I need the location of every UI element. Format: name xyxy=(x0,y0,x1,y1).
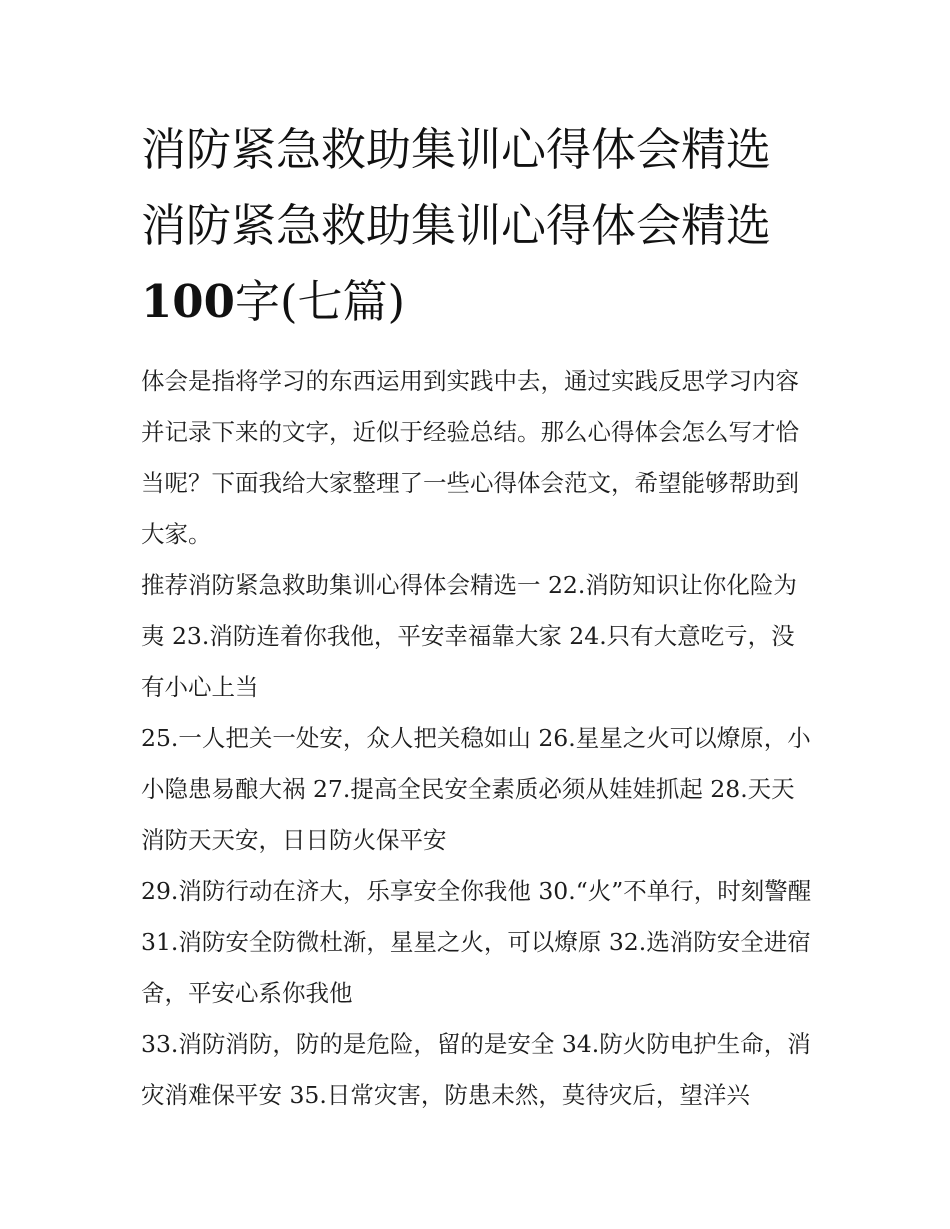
document-body xyxy=(141,112,813,1121)
body-paragraph: 29.消防行动在济大，乐享安全你我他 30.“火”不单行，时刻警醒 31.消防安全防微杜渐，星星之火，可以燎原 32.选消防安全进宿舍，平安心系你我他 xyxy=(141,877,812,1007)
body-paragraph: 33.消防消防，防的是危险，留的是安全 34.防火防电护生命，消灾消难保平安 35.日常灾害，防患未然，莫待灾后，望洋兴 xyxy=(141,1030,811,1109)
intro-paragraph: 体会是指将学习的东西运用到实践中去，通过实践反思学习内容并记录下来的文字，近似于经验总结。那么心得体会怎么写才恰当呢？下面我给大家整理了一些心得体会范文，希望能够帮助到大家。 xyxy=(141,367,799,548)
title-number: 100 xyxy=(141,275,235,328)
document-title xyxy=(141,112,813,340)
title-text-part2: 字(七篇) xyxy=(234,275,406,328)
body-paragraph: 推荐消防紧急救助集训心得体会精选一 22.消防知识让你化险为夷 23.消防连着你我他，平安幸福靠大家 24.只有大意吃亏，没有小心上当 xyxy=(141,571,797,701)
body-paragraph: 25.一人把关一处安，众人把关稳如山 26.星星之火可以燎原，小小隐患易酿大祸 27.提高全民安全素质必须从娃娃抓起 28.天天消防天天安，日日防火保平安 xyxy=(141,724,811,854)
title-text-part1: 消防紧急救助集训心得体会精选 消防紧急救助集训心得体会精选 xyxy=(141,123,772,252)
